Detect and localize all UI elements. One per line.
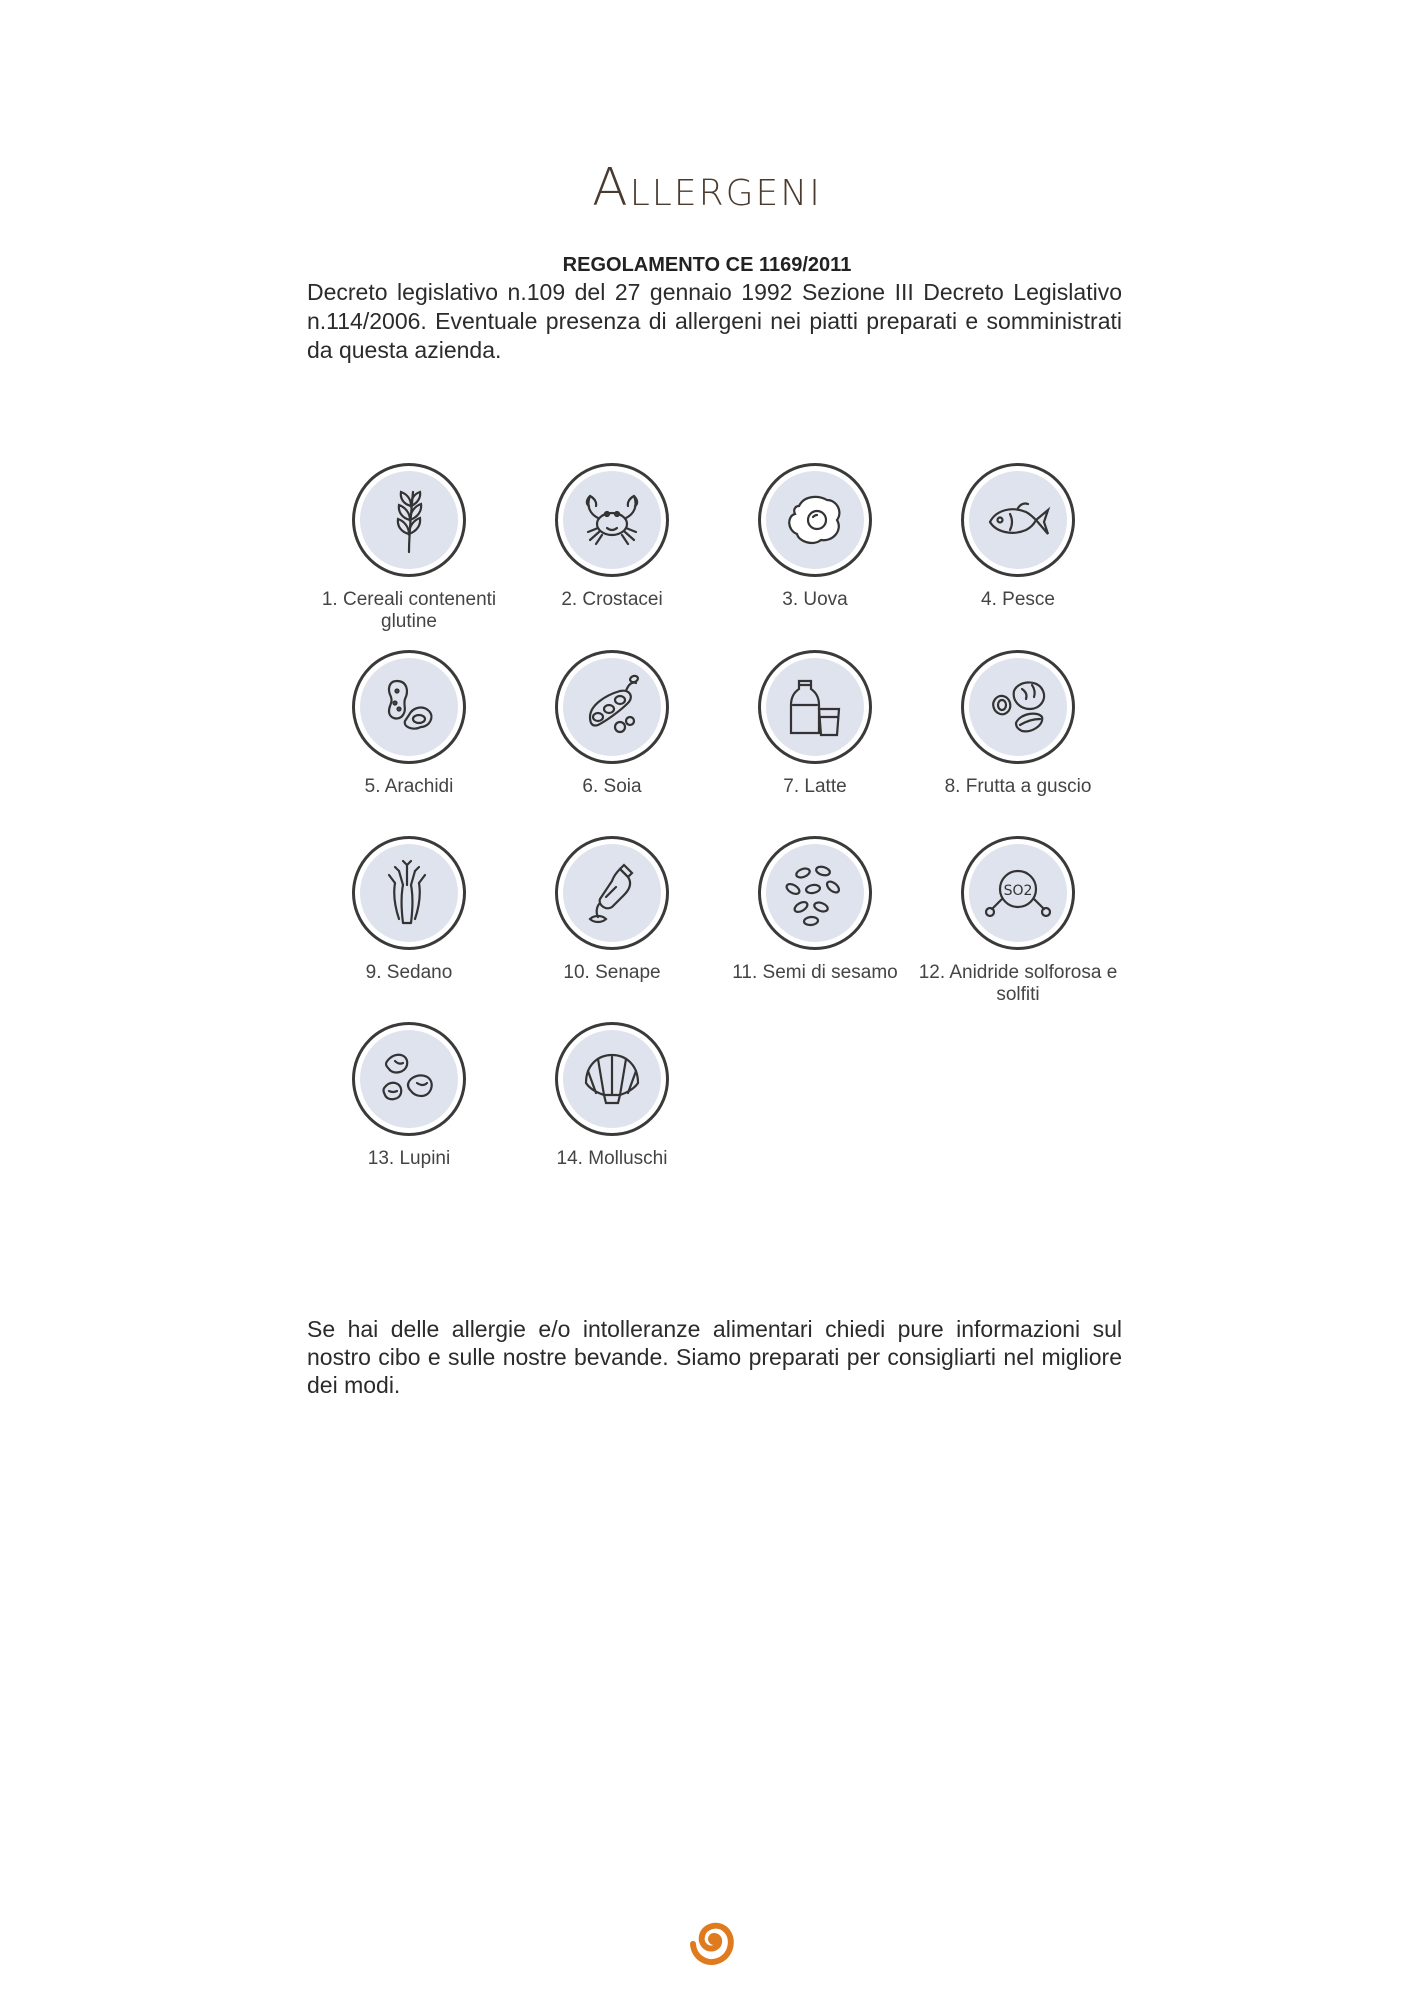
allergen-item (512, 1022, 712, 1170)
shell-icon (576, 1043, 648, 1115)
so2-icon (982, 857, 1054, 929)
allergen-item (309, 463, 509, 633)
allergen-item (715, 836, 915, 984)
allergen-badge (758, 650, 872, 764)
allergen-badge (961, 463, 1075, 577)
milk-icon (779, 671, 851, 743)
allergen-item (309, 650, 509, 798)
lupin-icon (373, 1043, 445, 1115)
allergen-label: 3. Uova (782, 589, 848, 610)
intro-paragraph: Decreto legislativo n.109 del 27 gennaio 1992 Sezione III Decreto Legislativo n.114/2006. Eventuale presenza di allergeni nei piatti preparati e somministrati da questa azienda. (307, 279, 1122, 363)
allergen-item (309, 1022, 509, 1170)
allergen-badge (555, 1022, 669, 1136)
allergen-badge (758, 463, 872, 577)
wheat-icon (373, 484, 445, 556)
allergen-badge (352, 1022, 466, 1136)
soy-icon (576, 671, 648, 743)
allergen-badge (555, 836, 669, 950)
allergen-item (512, 463, 712, 611)
allergen-label: 5. Arachidi (364, 776, 454, 797)
allergen-label: 4. Pesce (981, 589, 1055, 610)
peanut-icon (373, 671, 445, 743)
allergen-item (918, 650, 1118, 798)
allergen-badge (352, 836, 466, 950)
sesame-icon (779, 857, 851, 929)
allergen-badge (758, 836, 872, 950)
footer-note: Se hai delle allergie e/o intolleranze alimentari chiedi pure informazioni sul nostro cibo e sulle nostre bevande. Siamo preparati per consigliarti nel migliore dei modi. (307, 1316, 1122, 1398)
allergen-item (918, 463, 1118, 611)
nuts-icon (982, 671, 1054, 743)
allergen-label: 9. Sedano (365, 962, 453, 983)
allergen-item (512, 836, 712, 984)
allergen-badge (352, 650, 466, 764)
allergen-item (918, 836, 1118, 1006)
allergen-item (715, 463, 915, 611)
allergen-label: 2. Crostacei (561, 589, 663, 610)
allergen-label: 6. Soia (582, 776, 642, 797)
allergen-badge (555, 463, 669, 577)
allergen-badge (352, 463, 466, 577)
fish-icon (982, 484, 1054, 556)
allergen-item (512, 650, 712, 798)
egg-icon (779, 484, 851, 556)
allergen-item (309, 836, 509, 984)
allergen-label: 1. Cereali contenenti glutine (321, 589, 497, 632)
allergen-badge (555, 650, 669, 764)
allergen-badge (961, 836, 1075, 950)
mustard-icon (576, 857, 648, 929)
allergen-label: 7. Latte (783, 776, 847, 797)
allergen-label: 14. Molluschi (556, 1148, 668, 1169)
crab-icon (576, 484, 648, 556)
allergen-label: 10. Senape (563, 962, 661, 983)
allergen-label: 13. Lupini (367, 1148, 451, 1169)
allergen-badge (961, 650, 1075, 764)
allergen-label: 8. Frutta a guscio (944, 776, 1092, 797)
allergen-label: 11. Semi di sesamo (732, 962, 898, 983)
page-title: Allergeni (592, 158, 822, 218)
allergen-item (715, 650, 915, 798)
celery-icon (373, 857, 445, 929)
spiral-logo-icon (688, 1912, 740, 1968)
allergen-label: 12. Anidride solforosa e solfiti (918, 962, 1118, 1005)
regulation-heading: REGOLAMENTO CE 1169/2011 (562, 254, 852, 276)
so2-text: SO2 (1003, 883, 1033, 899)
